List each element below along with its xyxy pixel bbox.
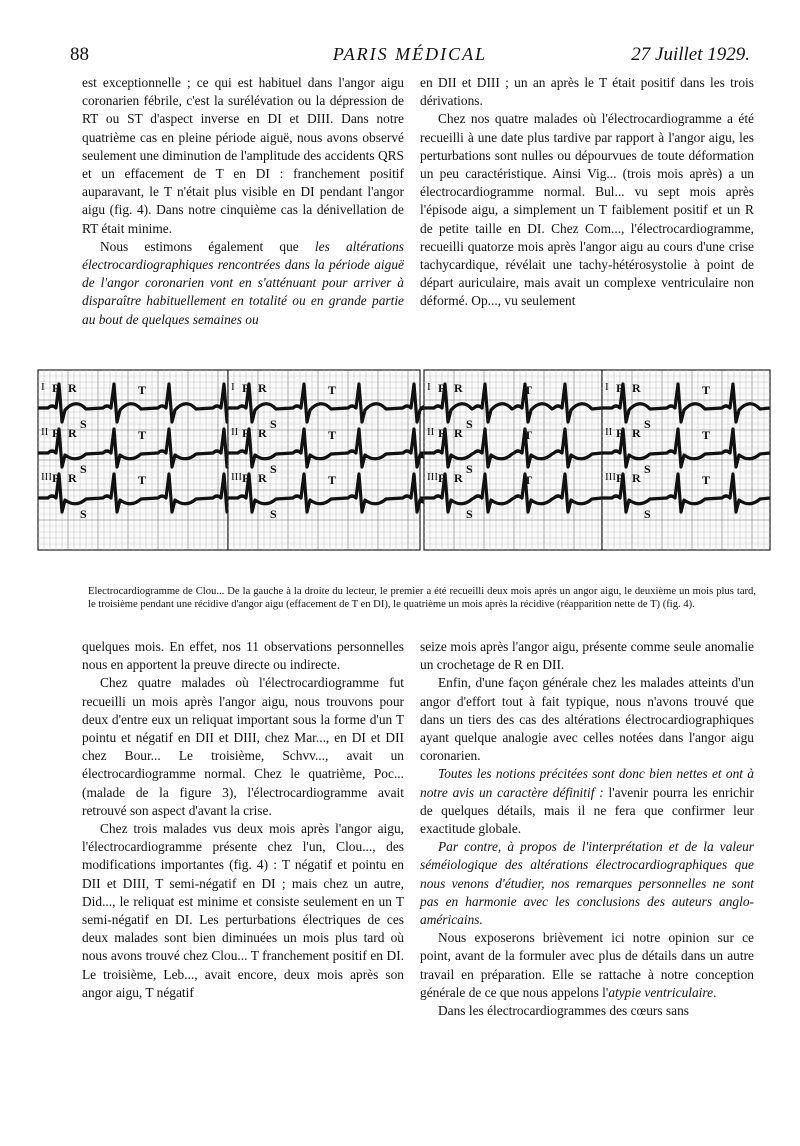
ecg-wave-label: P [616, 426, 624, 440]
ecg-wave-label: P [438, 381, 446, 395]
ecg-wave-label: T [524, 428, 533, 442]
ecg-wave-label: T [328, 428, 337, 442]
caption-text: Electrocardiogramme de Clou... De la gauche à la droite du lecteur, le premier a été recueilli deux mois après un angor aigu, le deuxième un mois plus tard, le troisième pendant une récidive d'angor aigu (effacement de T en DI), le quatrième un mois après la récidive (réapparition nette de T) (fig. 4). [88, 586, 756, 610]
ecg-wave-label: P [52, 471, 60, 485]
ecg-wave-label: S [644, 462, 651, 476]
ecg-lead-label: II [41, 426, 49, 438]
ecg-wave-label: P [438, 471, 446, 485]
ecg-wave-label: P [438, 426, 446, 440]
ecg-wave-label: S [644, 417, 651, 431]
paragraph: Nous exposerons brièvement ici notre opinion sur ce point, avant de la formuler avec plus de détails dans un autre travail en préparation. Elle se rattache à notre conception générale de ce que nous appelons l'atypie ventriculaire. [420, 930, 754, 1000]
ecg-wave-label: T [524, 383, 533, 397]
issue-date: 27 Juillet 1929. [631, 44, 750, 65]
paragraph: Toutes les notions précitées sont donc bien nettes et ont à notre avis un caractère définitif : l'avenir pourra les enrichir de quelques détails, mais il ne fera que confirmer leur exactitude globale. [420, 766, 754, 837]
ecg-wave-label: S [270, 417, 277, 431]
ecg-wave-label: T [524, 473, 533, 487]
ecg-wave-label: R [632, 426, 641, 440]
paragraph: Chez trois malades vus deux mois après l'angor aigu, l'électrocardiogramme présente chez l'un, Clou..., des modifications importantes (fig. 4) : T négatif et pointu en DII et DIII, T semi-négatif en DI ; mais chez un autre, Did..., le reliquat est minime et consiste seulement en un T semi-négatif en DI. Les perturbations électriques de ces deux malades sont bien diminuées un mois plus tard où nous avons trouvé chez Clou... T franchement positif en DI. Le troisième, Leb..., avait encore, deux mois après son angor aigu, T négatif [82, 821, 404, 1000]
column-bottom-right [420, 638, 754, 1020]
paragraph: Dans les électrocardiogrammes des cœurs sans [438, 1003, 689, 1019]
journal-title: PARIS MÉDICAL [332, 44, 488, 64]
ecg-wave-label: T [702, 473, 711, 487]
ecg-wave-label: T [328, 473, 337, 487]
paragraph: seize mois après l'angor aigu, présente comme seule anomalie un crochetage de R en DII. [420, 639, 754, 673]
ecg-wave-label: P [616, 471, 624, 485]
paragraph: Nous estimons également que les altérations électrocardiographiques rencontrées dans la période aiguë de l'angor coronarien vont en s'atténuant pour arriver à disparaître habituellement en totalité ou en grande partie au bout de quelques semaines ou [82, 238, 404, 327]
ecg-wave-label: S [466, 507, 473, 521]
column-top-right [420, 74, 754, 311]
ecg-lead-label: I [41, 381, 45, 393]
emphasis: Toutes les notions précitées sont donc bien nettes et ont à notre avis un caractère définitif : [420, 766, 754, 800]
ecg-wave-label: T [138, 473, 147, 487]
paragraph [420, 838, 754, 929]
ecg-wave-label: T [138, 383, 147, 397]
ecg-wave-label: T [702, 383, 711, 397]
paragraph: Chez nos quatre malades où l'électrocardiogramme a été recueilli à une date plus tardive par rapport à l'angor aigu, les perturbations sont nulles ou dépourvues de toute déformation un peu caractéristique. Ainsi Vig... (trois mois après) a un électrocardiogramme normal. Bul... vu sept mois après l'épisode aigu, a simplement un T faiblement positif et un R de petite taille en DI. Chez Com..., l'électrocardiogramme, recueilli quatorze mois après l'angor aigu au cours d'une crise tachycardique, révélait une tachy-hétérosystolie à point de départ auriculaire, mais avait un complexe ventriculaire non déformé. Op..., vu seulement [420, 111, 754, 309]
ecg-wave-label: P [52, 381, 60, 395]
paragraph: quelques mois. En effet, nos 11 observations personnelles nous en apportent la preuve directe ou indirecte. [82, 639, 404, 673]
ecg-lead-label: II [427, 426, 435, 438]
ecg-wave-label: S [270, 462, 277, 476]
ecg-lead-label: I [231, 381, 235, 393]
running-header [70, 44, 750, 72]
ecg-lead-label: II [231, 426, 239, 438]
ecg-lead-label: II [605, 426, 613, 438]
ecg-lead-label: III [427, 471, 438, 483]
ecg-wave-label: S [466, 417, 473, 431]
ecg-wave-label: R [454, 426, 463, 440]
paragraph: en DII et DIII ; un an après le T était positif dans les trois dérivations. [420, 75, 754, 109]
ecg-wave-label: T [328, 383, 337, 397]
ecg-wave-label: T [138, 428, 147, 442]
ecg-wave-label: P [242, 471, 250, 485]
ecg-wave-label: S [80, 417, 87, 431]
column-top-left [82, 74, 404, 329]
ecg-lead-label: I [427, 381, 431, 393]
ecg-wave-label: R [454, 381, 463, 395]
emphasis: atypie ventriculaire [608, 984, 714, 1000]
ecg-wave-label: R [632, 381, 641, 395]
ecg-lead-label: III [41, 471, 52, 483]
ecg-traces [34, 368, 774, 568]
ecg-wave-label: R [68, 381, 77, 395]
ecg-wave-label: S [80, 462, 87, 476]
ecg-wave-label: P [52, 426, 60, 440]
ecg-wave-label: R [68, 426, 77, 440]
ecg-wave-label: S [80, 507, 87, 521]
paragraph: est exceptionnelle ; ce qui est habituel dans l'angor aigu coronarien fébrile, c'est la surélévation ou la dépression de RT ou ST d'aspect inverse en DI et DIII. Dans notre quatrième cas en pleine période aiguë, nous avons observé seulement une diminution de l'amplitude des accidents QRS et un effacement de T en DI : franchement positif auparavant, le T n'était plus visible en DI pendant l'angor aigu (fig. 4). Dans notre cinquième cas la dénivellation de RT était minime. [82, 75, 404, 236]
page-number: 88 [70, 44, 89, 65]
ecg-wave-label: R [68, 471, 77, 485]
emphasis: les altérations électrocardiographiques rencontrées dans la période aiguë de l'angor coronarien vont en s'atténuant pour arriver à disparaître habituellement en totalité ou en grande partie au bout de quelques semaines ou [82, 238, 404, 327]
ecg-wave-label: R [632, 471, 641, 485]
ecg-wave-label: R [258, 426, 267, 440]
ecg-lead-label: III [605, 471, 616, 483]
ecg-wave-label: S [466, 462, 473, 476]
ecg-lead-label: III [231, 471, 242, 483]
figure-caption [88, 585, 756, 611]
ecg-wave-label: P [242, 381, 250, 395]
ecg-lead-label: I [605, 381, 609, 393]
ecg-wave-label: S [270, 507, 277, 521]
ecg-wave-label: R [258, 381, 267, 395]
paragraph: Enfin, d'une façon générale chez les malades atteints d'un angor d'effort tout à fait typique, nous n'avons trouvé que dans un tiers des cas des altérations électrocardiographiques ayant quelque analogie avec celles notées dans l'angor aigu coronarien. [420, 675, 754, 764]
ecg-wave-label: P [616, 381, 624, 395]
ecg-wave-label: P [242, 426, 250, 440]
paragraph: Chez quatre malades où l'électrocardiogramme fut recueilli un mois après l'angor aigu, nous trouvons pour deux d'entre eux un reliquat important sous la forme d'un T pointu et négatif en DII et DIII, chez Mar..., en DI et DII chez Bour... Le troisième, Schvv..., avait un électrocardiogramme normal. Chez le quatrième, Poc... (malade de la figure 3), l'électrocardiogramme avait retrouvé son aspect d'avant la crise. [82, 675, 404, 818]
column-bottom-left [82, 638, 404, 1002]
emphasis: Par contre, à propos de l'interprétation et de la valeur séméiologique des altérations électrocardiographiques que nous venons d'étudier, nos remarques personnelles ne sont pas en harmonie avec les conclusions des auteurs anglo-américains. [420, 839, 754, 928]
ecg-wave-label: R [258, 471, 267, 485]
ecg-wave-label: T [702, 428, 711, 442]
ecg-figure [34, 368, 774, 568]
ecg-wave-label: S [644, 507, 651, 521]
ecg-wave-label: R [454, 471, 463, 485]
